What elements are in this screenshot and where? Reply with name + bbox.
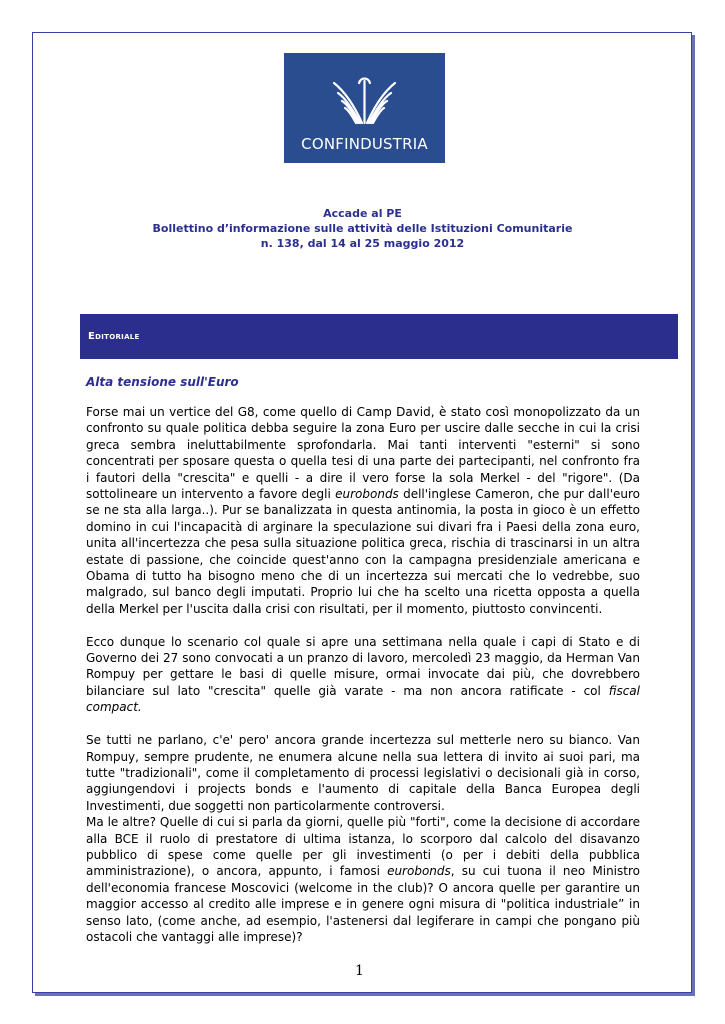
section-label: Editoriale [88, 331, 140, 342]
page-number: 1 [355, 963, 364, 979]
paragraph-3-text-b: Ma le altre? Quelle di cui si parla da giorni, quelle più "forti", come la decisione di accordare alla BCE il ruolo di prestatore di ultima istanza, lo scorporo dal calcolo del disavanzo pubblico di spese come quelle per gli investimenti (o per i debiti della pubblica amministrazione), o ancora, appunto, i famosi [86, 815, 640, 879]
header-subtitle: Bollettino d’informazione sulle attività delle Istituzioni Comunitarie [152, 222, 573, 235]
paragraph-1-emphasis: eurobonds [335, 487, 399, 502]
paragraph-1 [86, 404, 640, 617]
paragraph-1-text-a: Forse mai un vertice del G8, come quello di Camp David, è stato così monopolizzato da un confronto su quale politica debba seguire la zona Euro per uscire dalle secche in cui la crisi greca sembra ineluttabilmente sprofondarla. Mai tanti interventi "esterni" si sono concentrati per sposare questa o quella tesi di una parte dei partecipanti, nel confronto fra i fautori della "crescita" e quelli - a dire il vero forse la sola Merkel - del "rigore". (Da sottolineare un intervento a favore degli [86, 405, 640, 502]
paragraph-3-text-c: , su cui tuona il neo Ministro dell'economia francese Moscovici (welcome in the club)? O ancora quelle per garantire un maggior accesso al credito alle imprese e in genere ogni misura di "politica industriale” in senso lato, (come anche, ad esempio, l'astenersi dal legiferare in campi che pongano più ostacoli che vantaggi alle imprese)? [86, 864, 640, 944]
paragraph-3-emphasis: eurobonds [387, 864, 451, 879]
paragraph-3 [86, 732, 640, 945]
logo-wordmark: CONFINDUSTRIA [301, 135, 428, 153]
paragraph-2-emphasis: fiscal compact. [86, 683, 640, 715]
section-bar [80, 314, 678, 359]
paragraph-2-text-a: Ecco dunque lo scenario col quale si apre una settimana nella quale i capi di Stato e di Governo dei 27 sono convocati a un pranzo di lavoro, mercoledì 23 maggio, da Herman Van Rompuy per gettare le basi di quelle misure, ormai invocate dai più, che dovrebbero bilanciare sul lato "crescita" quelle già varate - ma non ancora ratificate - col [86, 634, 640, 698]
header-title: Accade al PE [323, 207, 402, 220]
header-issue: n. 138, dal 14 al 25 maggio 2012 [260, 237, 465, 250]
article-title: Alta tensione sull'Euro [86, 375, 239, 389]
article-body [86, 404, 640, 962]
paragraph-3-text-a: Se tutti ne parlano, c'e' pero' ancora grande incertezza sul metterle nero su bianco. Van Rompuy, sempre prudente, ne enumera alcune nella sua lettera di invito ai suoi pari, ma tutte "tradizionali", come il completamento di processi legislativi o decisionali già in corso, aggiungendovi i projects bonds e l'aumento di capitale della Banca Europea degli Investimenti, due soggetti non particolarmente controversi. [86, 733, 640, 813]
confindustria-logo [284, 53, 445, 163]
paragraph-2 [86, 634, 640, 716]
paragraph-1-text-b: dell'inglese Cameron, che pur dall'euro se ne sta alla larga..). Pur se banalizzata in questa antinomia, la posta in gioco è un effetto domino in cui l'incapacità di arginare la speculazione sui divari fra i Paesi della zona euro, unita all'incertezza che pesa sulla situazione politica greca, rischia di trascinarsi in un altra estate di passione, che coincide quest'anno con la campagna presidenziale americana e Obama di tutto ha bisogno meno che di un incertezza sui mercati che lo vedrebbe, suo malgrado, sul banco degli imputati. Proprio lui che ha scelto una ricetta opposta a quella della Merkel per l'uscita dalla crisi con risultati, per il momento, piuttosto convincenti. [86, 487, 640, 616]
bulletin-header [60, 206, 665, 251]
